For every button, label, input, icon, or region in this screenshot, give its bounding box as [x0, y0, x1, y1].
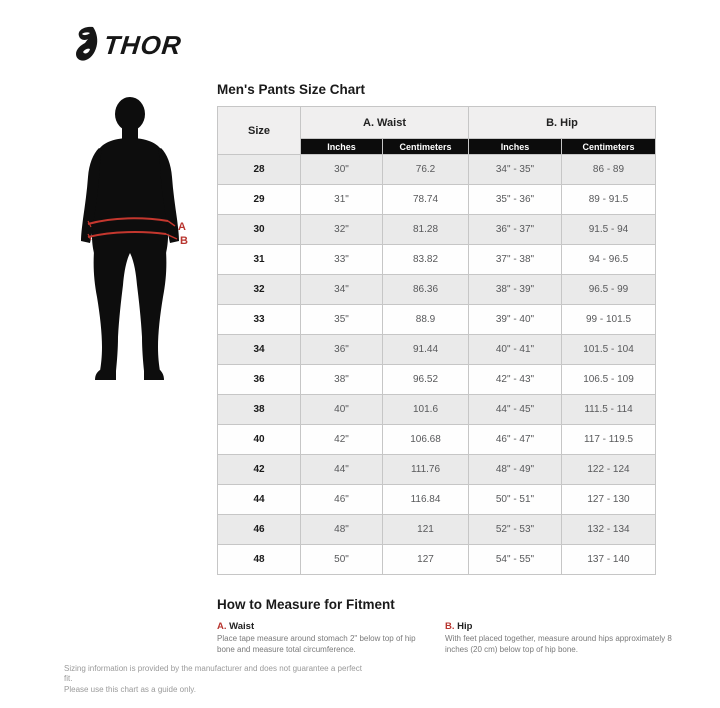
- size-cell: 32: [218, 275, 301, 305]
- size-cell: 34: [218, 335, 301, 365]
- value-cell: 111.76: [383, 455, 469, 485]
- figure-label-b: B: [180, 235, 188, 247]
- value-cell: 46": [301, 485, 383, 515]
- table-row: [218, 395, 656, 425]
- size-cell: 38: [218, 395, 301, 425]
- value-cell: 106.5 - 109: [562, 365, 656, 395]
- disclaimer-line-1: Sizing information is provided by the manufacturer and does not guarantee a perfect fit.: [64, 664, 362, 684]
- measure-label-waist: [217, 621, 429, 632]
- value-cell: 111.5 - 114: [562, 395, 656, 425]
- table-row: [218, 515, 656, 545]
- value-cell: 32": [301, 215, 383, 245]
- value-cell: 91.44: [383, 335, 469, 365]
- size-cell: 29: [218, 185, 301, 215]
- value-cell: 127 - 130: [562, 485, 656, 515]
- value-cell: 89 - 91.5: [562, 185, 656, 215]
- size-table-body: [218, 155, 656, 575]
- disclaimer-line-2: Please use this chart as a guide only.: [64, 684, 196, 694]
- unit-header-hip-inches: Inches: [469, 139, 562, 155]
- measure-text-waist: Place tape measure around stomach 2" below top of hip bone and measure total circumference.: [217, 634, 416, 654]
- value-cell: 132 - 134: [562, 515, 656, 545]
- value-cell: 127: [383, 545, 469, 575]
- value-cell: 83.82: [383, 245, 469, 275]
- value-cell: 96.5 - 99: [562, 275, 656, 305]
- value-cell: 31": [301, 185, 383, 215]
- thor-logo: [72, 26, 182, 63]
- table-row: [218, 455, 656, 485]
- value-cell: 96.52: [383, 365, 469, 395]
- body-silhouette: [68, 95, 218, 387]
- table-row: [218, 305, 656, 335]
- value-cell: 37" - 38": [469, 245, 562, 275]
- value-cell: 30": [301, 155, 383, 185]
- size-cell: 31: [218, 245, 301, 275]
- unit-header-hip-centimeters: Centimeters: [562, 139, 656, 155]
- value-cell: 50": [301, 545, 383, 575]
- value-cell: 78.74: [383, 185, 469, 215]
- measure-label-text-hip: Hip: [457, 621, 473, 632]
- value-cell: 36" - 37": [469, 215, 562, 245]
- size-table: [217, 106, 656, 575]
- value-cell: 101.6: [383, 395, 469, 425]
- value-cell: 91.5 - 94: [562, 215, 656, 245]
- measure-label-text-waist: Waist: [229, 621, 255, 632]
- value-cell: 48" - 49": [469, 455, 562, 485]
- value-cell: 88.9: [383, 305, 469, 335]
- column-group-waist: A. Waist: [301, 107, 469, 139]
- column-group-hip: B. Hip: [469, 107, 656, 139]
- size-cell: 48: [218, 545, 301, 575]
- value-cell: 122 - 124: [562, 455, 656, 485]
- value-cell: 33": [301, 245, 383, 275]
- column-header-size: Size: [218, 107, 301, 155]
- value-cell: 34": [301, 275, 383, 305]
- measure-heading: How to Measure for Fitment: [217, 597, 395, 612]
- sizing-disclaimer: [64, 664, 364, 695]
- value-cell: 35": [301, 305, 383, 335]
- table-row: [218, 335, 656, 365]
- value-cell: 39" - 40": [469, 305, 562, 335]
- measure-letter-a: A.: [217, 621, 227, 632]
- value-cell: 48": [301, 515, 383, 545]
- value-cell: 34" - 35": [469, 155, 562, 185]
- value-cell: 35" - 36": [469, 185, 562, 215]
- measure-text-hip: With feet placed together, measure around hips approximately 8 inches (20 cm) below top of hip bone.: [445, 634, 672, 654]
- value-cell: 86 - 89: [562, 155, 656, 185]
- thor-goat-icon: [72, 26, 102, 63]
- value-cell: 81.28: [383, 215, 469, 245]
- value-cell: 116.84: [383, 485, 469, 515]
- value-cell: 86.36: [383, 275, 469, 305]
- value-cell: 137 - 140: [562, 545, 656, 575]
- value-cell: 52" - 53": [469, 515, 562, 545]
- measure-item-hip: [445, 621, 683, 656]
- value-cell: 44" - 45": [469, 395, 562, 425]
- table-row: [218, 245, 656, 275]
- value-cell: 46" - 47": [469, 425, 562, 455]
- table-row: [218, 365, 656, 395]
- table-row: [218, 545, 656, 575]
- page-title: Men's Pants Size Chart: [217, 82, 365, 97]
- value-cell: 36": [301, 335, 383, 365]
- value-cell: 42": [301, 425, 383, 455]
- value-cell: 38": [301, 365, 383, 395]
- value-cell: 40" - 41": [469, 335, 562, 365]
- value-cell: 101.5 - 104: [562, 335, 656, 365]
- measurement-figure: [68, 95, 218, 387]
- table-row: [218, 275, 656, 305]
- value-cell: 50" - 51": [469, 485, 562, 515]
- size-cell: 30: [218, 215, 301, 245]
- unit-header-waist-centimeters: Centimeters: [383, 139, 469, 155]
- figure-label-a: A: [178, 221, 186, 233]
- size-cell: 28: [218, 155, 301, 185]
- value-cell: 117 - 119.5: [562, 425, 656, 455]
- size-cell: 33: [218, 305, 301, 335]
- table-row: [218, 185, 656, 215]
- value-cell: 42" - 43": [469, 365, 562, 395]
- size-cell: 40: [218, 425, 301, 455]
- size-cell: 44: [218, 485, 301, 515]
- thor-logo-text: THOR: [102, 29, 184, 60]
- table-row: [218, 155, 656, 185]
- table-row: [218, 215, 656, 245]
- table-row: [218, 425, 656, 455]
- value-cell: 99 - 101.5: [562, 305, 656, 335]
- size-cell: 42: [218, 455, 301, 485]
- how-to-measure-section: [217, 597, 697, 656]
- measure-letter-b: B.: [445, 621, 455, 632]
- size-chart-main: [217, 82, 655, 575]
- value-cell: 121: [383, 515, 469, 545]
- size-cell: 36: [218, 365, 301, 395]
- value-cell: 106.68: [383, 425, 469, 455]
- value-cell: 54" - 55": [469, 545, 562, 575]
- size-cell: 46: [218, 515, 301, 545]
- value-cell: 40": [301, 395, 383, 425]
- value-cell: 44": [301, 455, 383, 485]
- measure-item-waist: [217, 621, 429, 656]
- value-cell: 76.2: [383, 155, 469, 185]
- value-cell: 38" - 39": [469, 275, 562, 305]
- table-row: [218, 485, 656, 515]
- measure-label-hip: [445, 621, 683, 632]
- value-cell: 94 - 96.5: [562, 245, 656, 275]
- unit-header-waist-inches: Inches: [301, 139, 383, 155]
